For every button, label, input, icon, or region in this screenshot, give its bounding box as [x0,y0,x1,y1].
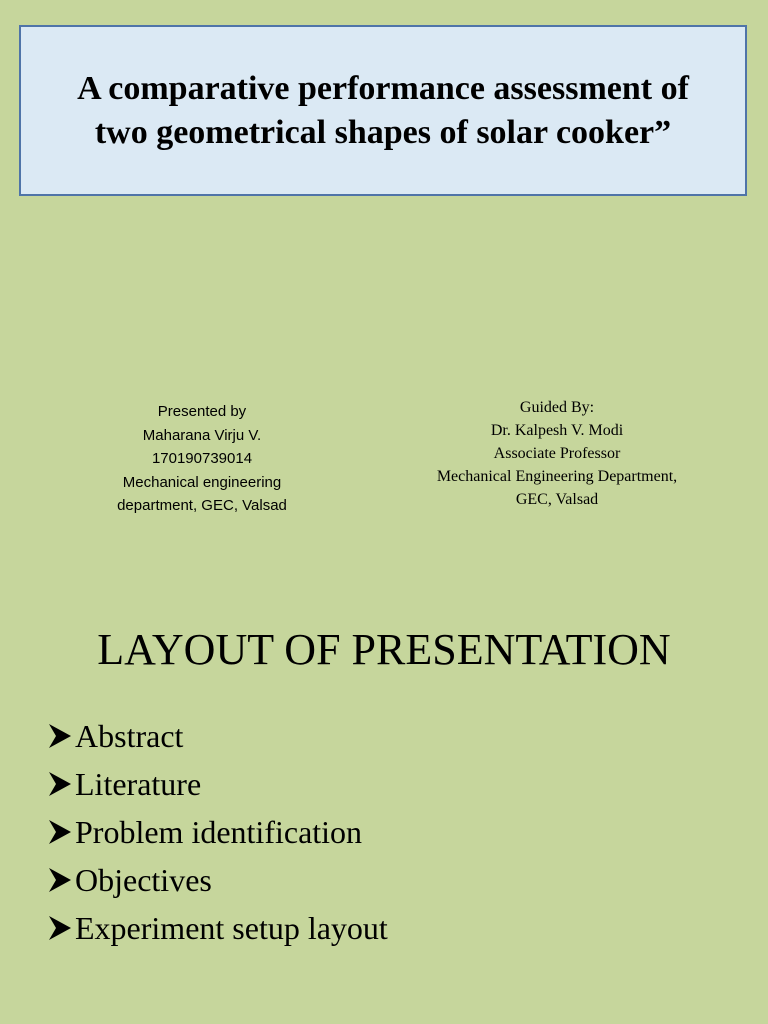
guide-name: Dr. Kalpesh V. Modi [490,422,624,439]
list-item [46,712,388,760]
presenter-label: Presented by [157,403,247,420]
presenter-name: Maharana Virju V. [142,426,262,444]
arrow-bullet-icon [46,816,74,848]
title-line-1: A comparative performance assessment of [77,69,689,107]
list-item-label: Literature [75,765,202,802]
list-item [46,808,388,856]
layout-heading: LAYOUT OF PRESENTATION [97,625,671,674]
guide-department: Mechanical Engineering Department, [436,468,678,485]
guide-designation: Associate Professor [493,445,621,462]
guide-institute: GEC, Valsad [515,491,599,508]
title-box [19,25,747,196]
list-item-label: Experiment setup layout [75,909,388,946]
guide-info [390,396,724,511]
presenter-info [80,400,324,518]
list-item [46,760,388,808]
arrow-bullet-icon [46,912,74,944]
presenter-department: Mechanical engineering [122,473,282,491]
presenter-institute: department, GEC, Valsad [117,497,287,514]
list-item-label: Abstract [75,717,184,754]
arrow-bullet-icon [46,768,74,800]
title-line-2: two geometrical shapes of solar cooker” [94,113,672,151]
layout-list [46,712,388,952]
guide-label: Guided By: [519,399,595,416]
list-item-label: Problem identification [75,813,363,850]
arrow-bullet-icon [46,720,74,752]
list-item [46,856,388,904]
presenter-enrollment: 170190739014 [151,450,253,467]
arrow-bullet-icon [46,864,74,896]
list-item [46,904,388,952]
list-item-label: Objectives [75,861,212,898]
